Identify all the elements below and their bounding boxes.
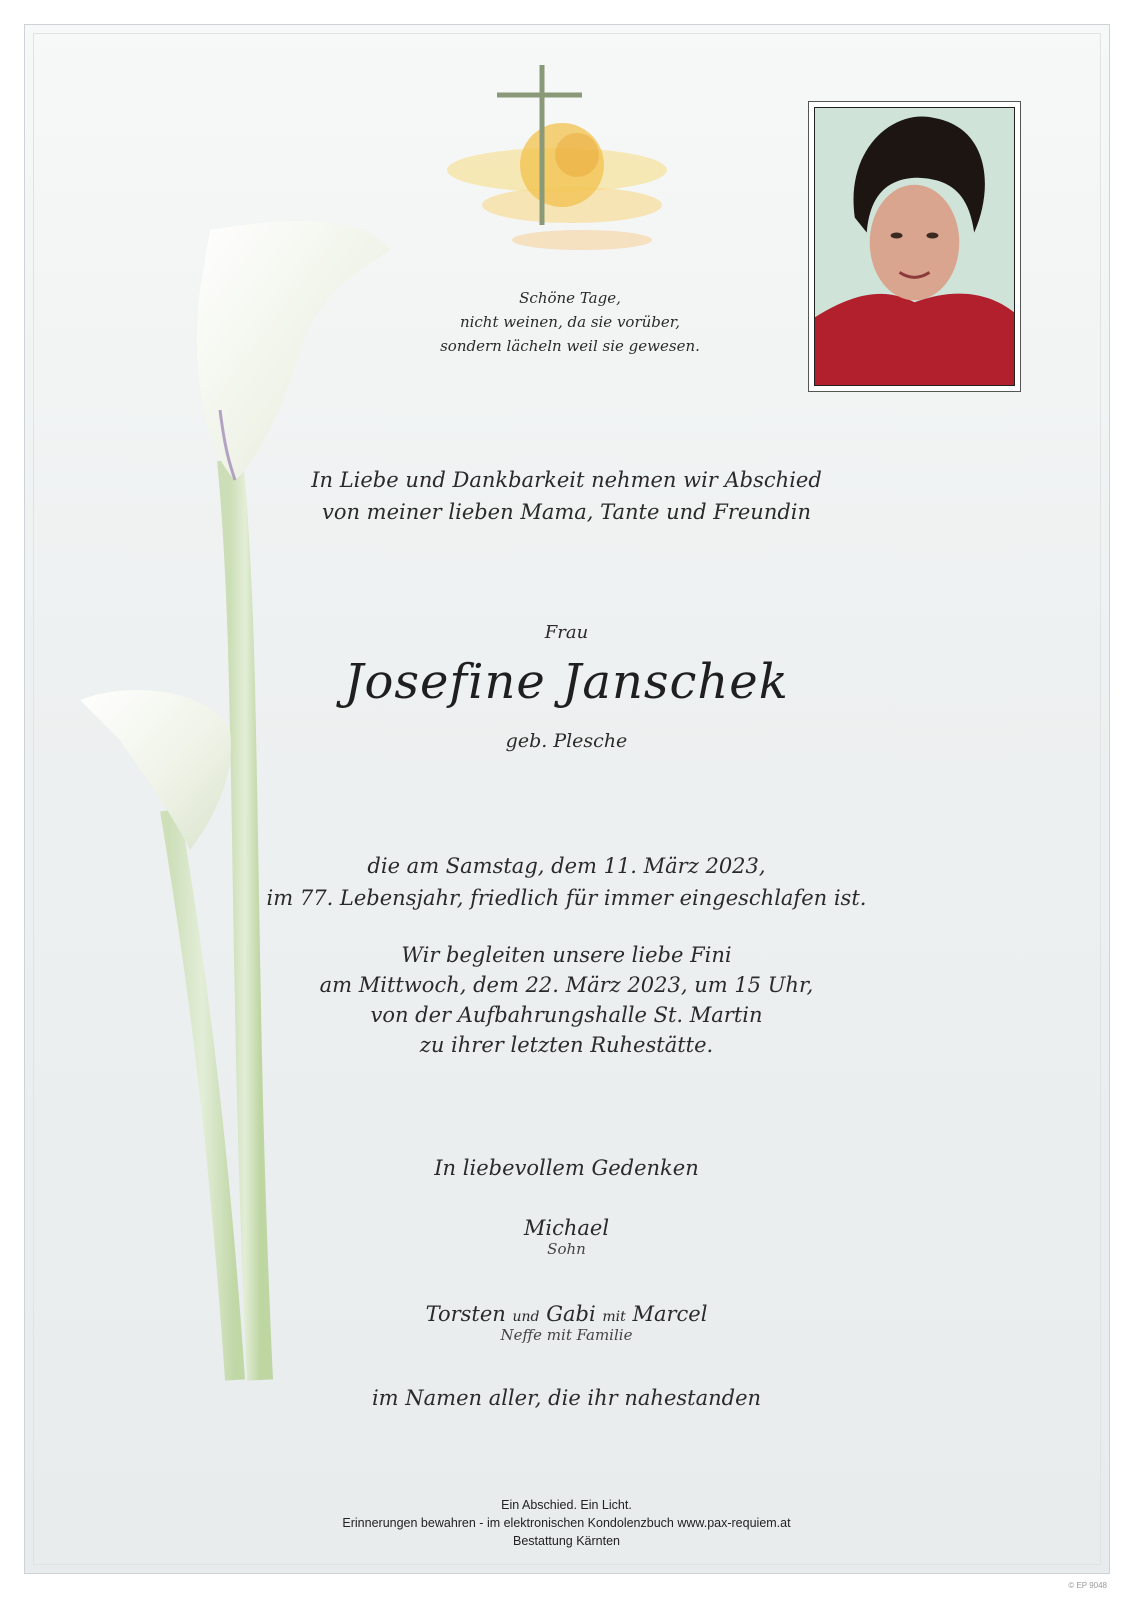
footer	[0, 1496, 1133, 1550]
memorial-quote	[370, 286, 770, 358]
intro-line: von meiner lieben Mama, Tante und Freundin	[321, 500, 812, 524]
funeral-line: zu ihrer letzten Ruhestätte.	[419, 1033, 714, 1057]
farewell-intro	[0, 464, 1133, 528]
template-code: © EP 9048	[1068, 1581, 1107, 1590]
mourner-name-part: Torsten	[425, 1302, 506, 1326]
deceased-title: Frau	[544, 622, 589, 643]
mourner-name: Michael	[523, 1216, 610, 1240]
funeral-line: Wir begleiten unsere liebe Fini	[401, 943, 732, 967]
funeral-line: von der Aufbahrungshalle St. Martin	[370, 1003, 763, 1027]
closing-line: im Namen aller, die ihr nahestanden	[371, 1386, 762, 1410]
mourner-joiner: mit	[602, 1309, 626, 1325]
footer-line: Bestattung Kärnten	[512, 1534, 621, 1548]
birth-name: geb. Plesche	[505, 730, 628, 752]
mourner-name	[0, 1302, 1133, 1326]
footer-line: Erinnerungen bewahren - im elektronischen Kondolenzbuch www.pax-requiem.at	[342, 1516, 791, 1530]
mourner-relation: Sohn	[547, 1240, 586, 1258]
mourner-relation: Neffe mit Familie	[500, 1326, 633, 1344]
mourner-name-part: Gabi	[546, 1302, 596, 1326]
deceased-name: Josefine Janschek	[344, 654, 789, 710]
portrait-photo	[808, 101, 1021, 392]
death-line: die am Samstag, dem 11. März 2023,	[367, 854, 766, 878]
death-line: im 77. Lebensjahr, friedlich für immer eingeschlafen ist.	[266, 886, 867, 910]
footer-line: Ein Abschied. Ein Licht.	[501, 1498, 632, 1512]
death-notice	[0, 850, 1133, 914]
memory-heading: In liebevollem Gedenken	[434, 1156, 699, 1180]
funeral-line: am Mittwoch, dem 22. März 2023, um 15 Uhr,	[319, 973, 814, 997]
mourner-joiner: und	[512, 1309, 540, 1325]
funeral-details	[0, 940, 1133, 1060]
quote-line: sondern lächeln weil sie gewesen.	[440, 337, 700, 355]
mourner-entry	[0, 1302, 1133, 1344]
mourner-name-part: Marcel	[632, 1302, 708, 1326]
mourner-entry	[0, 1216, 1133, 1258]
intro-line: In Liebe und Dankbarkeit nehmen wir Abschied	[311, 468, 822, 492]
quote-line: Schöne Tage,	[519, 289, 621, 307]
cross-sun-icon	[432, 55, 702, 285]
quote-line: nicht weinen, da sie vorüber,	[459, 313, 681, 331]
